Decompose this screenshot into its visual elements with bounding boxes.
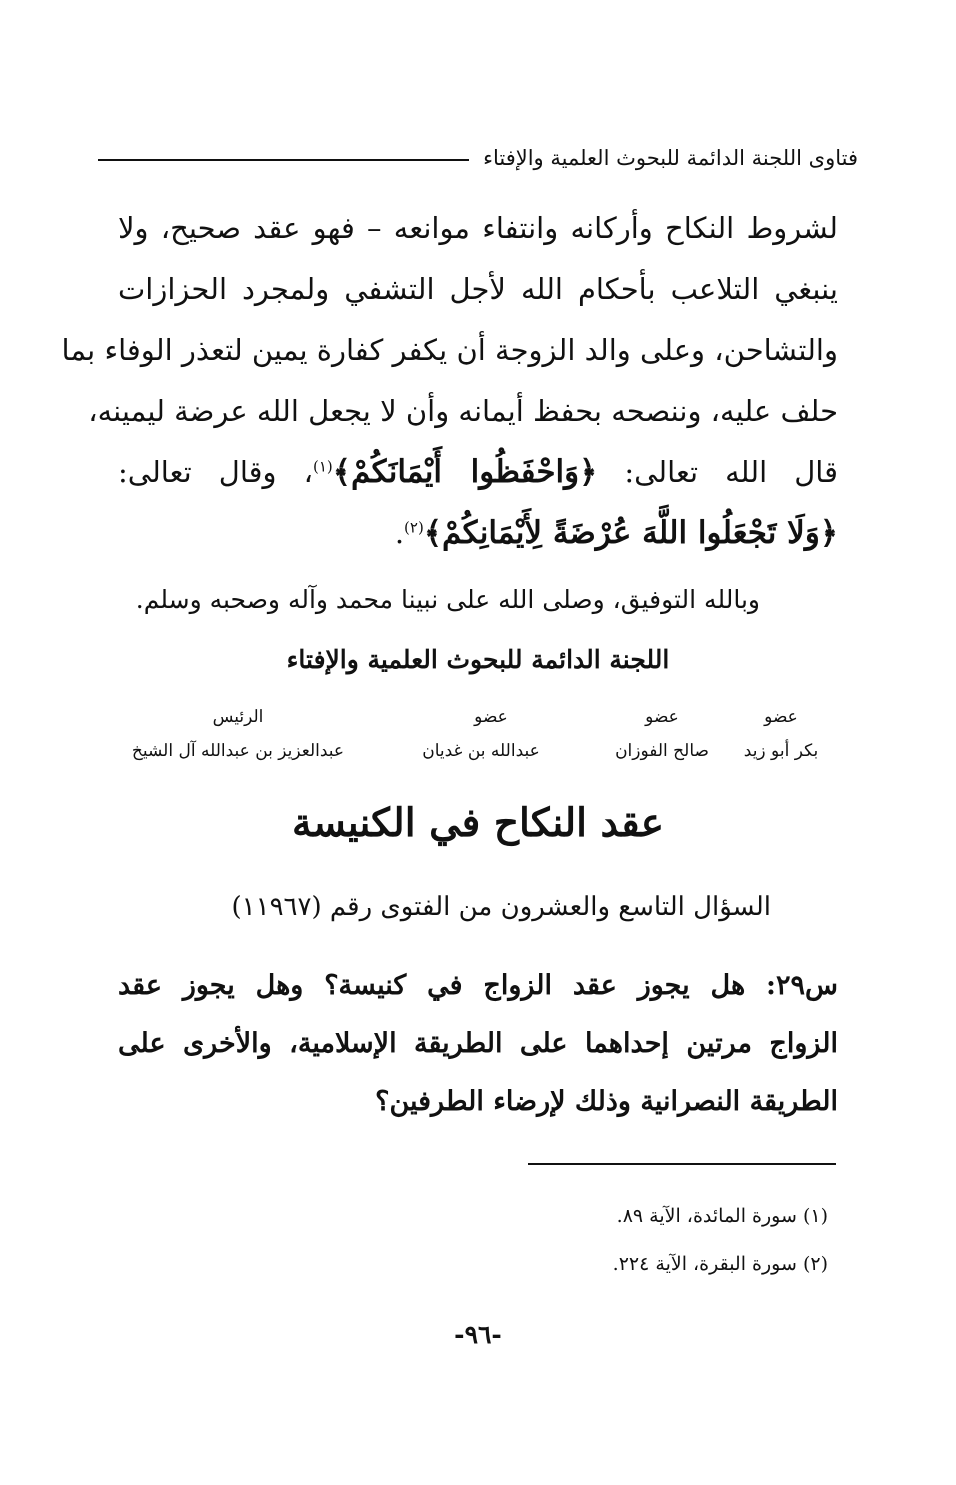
signatories <box>110 700 826 780</box>
answer-line: حلف عليه، وننصحه بحفظ أيمانه وأن لا يجعل الله عرضة ليمينه، <box>88 394 838 428</box>
verse-intro: قال الله تعالى: <box>597 455 839 489</box>
page-number: -٩٦- <box>454 1320 502 1349</box>
footnote: (٢) سورة البقرة، الآية ٢٢٤. <box>612 1253 828 1275</box>
answer-line: والتشاحن، وعلى والد الزوجة أن يكفر كفارة يمين لتعذر الوفاء بما <box>61 333 838 367</box>
signatory-role: عضو <box>474 707 508 727</box>
sentence-end: . <box>394 516 405 550</box>
answer-line-with-verse <box>118 503 838 564</box>
signatory <box>406 700 556 768</box>
signatory-name: بكر أبو زيد <box>743 741 819 761</box>
quran-verse: ﴿وَاحْفَظُوا أَيْمَانَكُمْ﴾ <box>332 454 598 490</box>
signatory-name: عبدالله بن غديان <box>422 741 540 761</box>
footnote-ref: (٢) <box>404 518 424 537</box>
question-line: الزواج مرتين إحداهما على الطريقة الإسلامية، والأخرى على <box>118 1028 838 1059</box>
signatory-role: عضو <box>645 707 679 727</box>
signatory-role: الرئيس <box>212 707 264 727</box>
question-number-line: السؤال التاسع والعشرون من الفتوى رقم (١١٩٦٧) <box>231 892 771 922</box>
section-title: عقد النكاح في الكنيسة <box>292 800 664 846</box>
signatory-role: عضو <box>764 707 798 727</box>
running-title: فتاوى اللجنة الدائمة للبحوث العلمية والإفتاء <box>483 146 858 170</box>
footnote-separator <box>528 1163 836 1165</box>
signatory <box>602 700 722 768</box>
closing-prayer: وبالله التوفيق، وصلى الله على نبينا محمد وآله وصحبه وسلم. <box>135 585 760 614</box>
footnotes <box>613 1192 828 1288</box>
signatory <box>110 700 366 768</box>
footnote-ref: (١) <box>313 457 333 476</box>
quran-verse: ﴿وَلَا تَجْعَلُوا اللَّهَ عُرْضَةً لِأَيْمَانِكُمْ﴾ <box>423 515 838 551</box>
question-text <box>118 957 838 1131</box>
answer-line: ينبغي التلاعب بأحكام الله لأجل التشفي ولمجرد الحزازات <box>118 272 838 306</box>
signatory-name: عبدالعزيز بن عبدالله آل الشيخ <box>131 741 345 761</box>
footnote: (١) سورة المائدة، الآية ٨٩. <box>616 1205 828 1227</box>
header-rule <box>98 159 469 161</box>
answer-line-with-verse <box>118 442 838 503</box>
committee-name: اللجنة الدائمة للبحوث العلمية والإفتاء <box>286 645 670 674</box>
answer-line: لشروط النكاح وأركانه وانتفاء موانعه – فهو عقد صحيح، ولا <box>118 211 838 245</box>
signatory <box>736 700 826 768</box>
running-header <box>98 138 858 178</box>
question-line: الطريقة النصرانية وذلك لإرضاء الطرفين؟ <box>375 1086 838 1117</box>
verse-intro: ، وقال تعالى: <box>118 455 313 489</box>
signatory-name: صالح الفوزان <box>615 741 709 761</box>
question-line: س٢٩: هل يجوز عقد الزواج في كنيسة؟ وهل يجوز عقد <box>118 970 839 1001</box>
fatwa-answer-text <box>61 198 839 564</box>
